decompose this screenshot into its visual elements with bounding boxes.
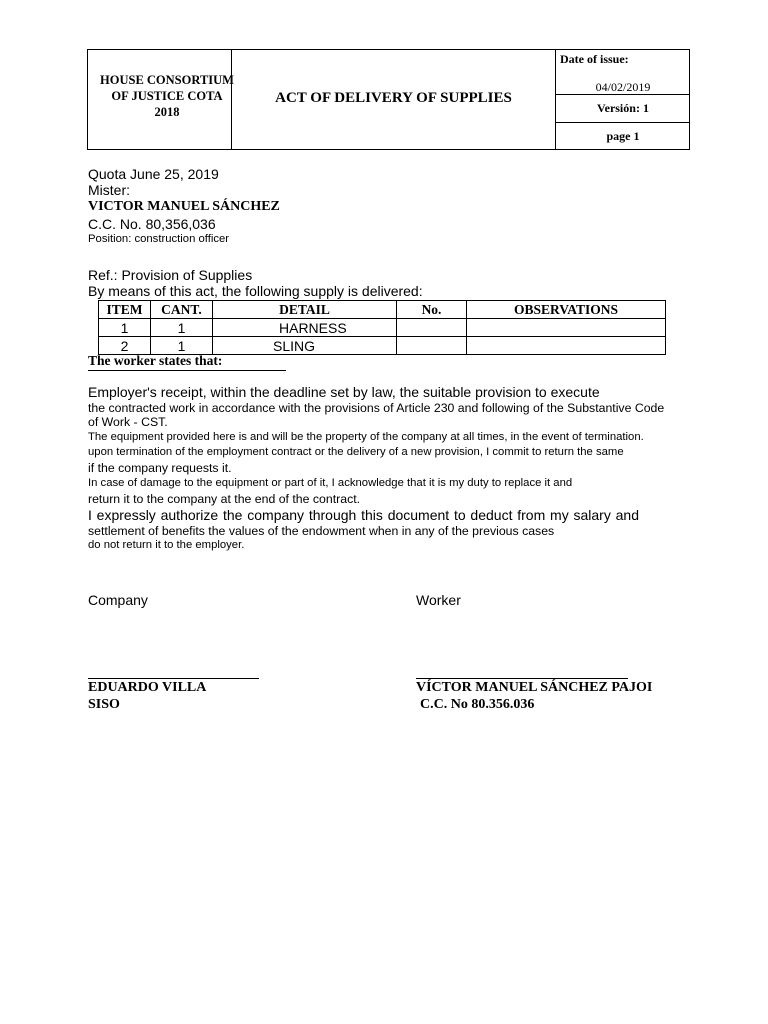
- row-detail: SLING: [213, 337, 397, 355]
- statement-line: if the company requests it.: [88, 461, 232, 475]
- header-no: No.: [397, 301, 467, 319]
- version-value: Versión: 1: [597, 101, 649, 115]
- company-signature-line: [88, 678, 259, 679]
- row-item: 2: [99, 337, 151, 355]
- statement-line: of Work - CST.: [88, 415, 168, 429]
- row-observations: [467, 319, 666, 337]
- row-number: [397, 337, 467, 355]
- organization-line-2: OF JUSTICE COTA: [111, 89, 223, 103]
- reference: Ref.: Provision of Supplies: [88, 267, 253, 283]
- statement-line: upon termination of the employment contract or the delivery of a new provision, I commit to return the same: [88, 446, 624, 458]
- document-title: ACT OF DELIVERY OF SUPPLIES: [275, 90, 512, 106]
- statement-line: return it to the company at the end of the contract.: [88, 492, 361, 506]
- version-row: [556, 95, 690, 123]
- organization-line-1: HOUSE CONSORTIUM: [100, 73, 234, 87]
- statement-line: settlement of benefits the values of the endowment when in any of the previous cases: [88, 524, 555, 538]
- organization-name: [88, 72, 246, 120]
- company-signer-role: SISO: [88, 697, 120, 712]
- row-detail: HARNESS: [213, 319, 397, 337]
- header-cant: CANT.: [151, 301, 213, 319]
- date-value: 04/02/2019: [595, 80, 651, 94]
- document-meta-cell: [555, 50, 690, 149]
- table-row: [99, 319, 666, 337]
- header-detail: DETAIL: [213, 301, 397, 319]
- table-row: [99, 337, 666, 355]
- date-label: Date of issue:: [560, 52, 629, 66]
- company-signer-name: EDUARDO VILLA: [88, 680, 207, 695]
- document-header: [87, 49, 690, 150]
- recipient-name: VICTOR MANUEL SÁNCHEZ: [88, 199, 280, 214]
- date-row: [556, 50, 690, 95]
- intro-text: By means of this act, the following supply is delivered:: [88, 283, 423, 299]
- header-observations: OBSERVATIONS: [467, 301, 666, 319]
- statement-line: Employer's receipt, within the deadline set by law, the suitable provision to execute: [88, 384, 600, 400]
- recipient-position: Position: construction officer: [88, 233, 230, 245]
- statement-line: do not return it to the employer.: [88, 539, 245, 551]
- row-observations: [467, 337, 666, 355]
- row-item: 1: [99, 319, 151, 337]
- statement-line: the contracted work in accordance with the provisions of Article 230 and following of the Substantive Code: [88, 401, 665, 415]
- table-header-row: [99, 301, 666, 319]
- row-quantity: 1: [151, 319, 213, 337]
- statement-line: The equipment provided here is and will be the property of the company at all times, in the event of termination.: [88, 431, 644, 443]
- worker-signer-name: VÍCTOR MANUEL SÁNCHEZ PAJOI: [416, 680, 653, 695]
- organization-line-3: 2018: [154, 105, 180, 119]
- worker-signer-id: C.C. No 80.356.036: [420, 697, 535, 712]
- statement-line: In case of damage to the equipment or part of it, I acknowledge that it is my duty to replace it and: [88, 477, 573, 489]
- supply-table: [98, 300, 666, 355]
- salutation: Mister:: [88, 182, 130, 198]
- row-quantity: 1: [151, 337, 213, 355]
- worker-signature-line: [416, 678, 628, 679]
- company-label: Company: [88, 592, 148, 608]
- row-number: [397, 319, 467, 337]
- statement-line: I expressly authorize the company through this document to deduct from my salary and: [88, 507, 639, 523]
- worker-label: Worker: [416, 592, 461, 608]
- statement-heading: The worker states that:: [88, 353, 286, 371]
- header-item: ITEM: [99, 301, 151, 319]
- recipient-id: C.C. No. 80,356,036: [88, 216, 216, 232]
- place-date: Quota June 25, 2019: [88, 166, 219, 182]
- page-number: page 1: [606, 129, 640, 143]
